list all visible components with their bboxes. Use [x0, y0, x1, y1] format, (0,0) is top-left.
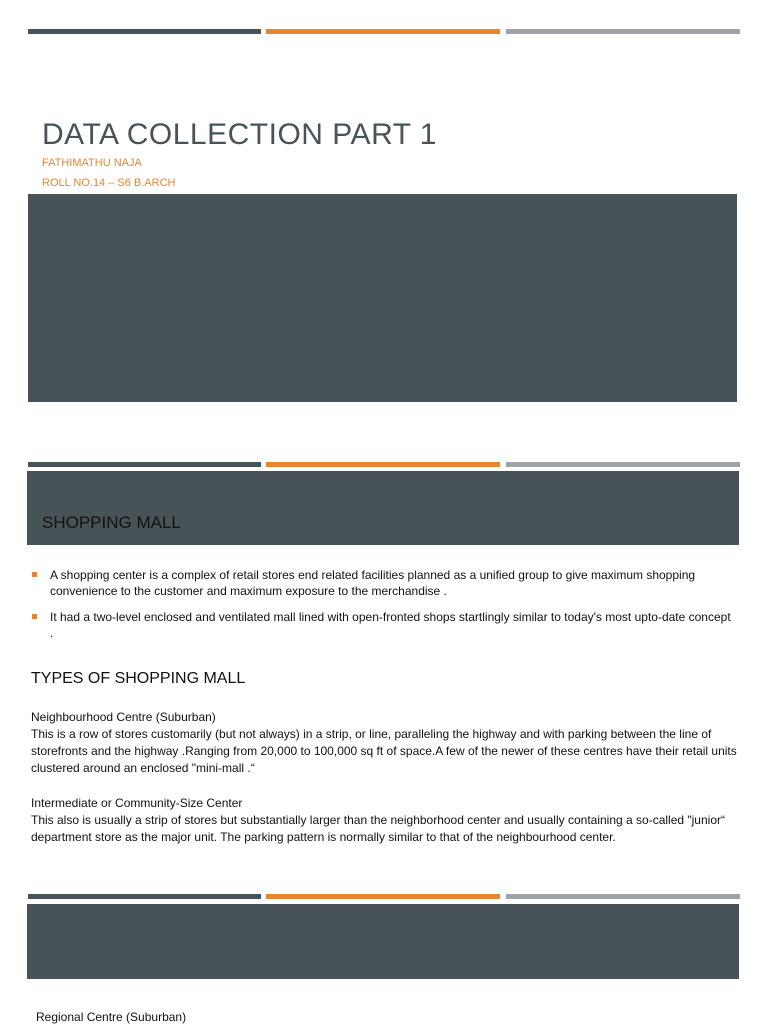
slide1-accent-bars	[28, 29, 740, 34]
block-text: This is a row of stores customarily (but not always) in a strip, or line, paralleling the highway and with parking between the line of storefronts and the highway .Ranging from 20,000 to 100,000 sq ft of space.A few of the newer of these centres have their retail units clustered around an enclosed "mini-mall .“	[31, 727, 737, 775]
dark-bar	[28, 894, 261, 899]
grey-bar	[506, 894, 740, 899]
title-image-panel	[28, 194, 737, 402]
section-title: SHOPPING MALL	[42, 513, 181, 532]
list-item	[32, 567, 737, 599]
slide3-accent-bars	[28, 894, 740, 899]
block-text: This also is usually a strip of stores but substantially larger than the neighborhood center and usually containing a so-called "junior“ department store as the major unit. The parking pattern is normally similar to that of the neighbourhood center.	[31, 813, 725, 844]
dark-bar	[28, 29, 261, 34]
bullet-text: It had a two-level enclosed and ventilated mall lined with open-fronted shops startlingly similar to today's most upto-date concept .	[50, 610, 731, 640]
grey-bar	[506, 29, 740, 34]
intermediate-center-block	[31, 795, 759, 846]
author-name: FATHIMATHU NAJA	[42, 157, 142, 169]
types-heading: TYPES OF SHOPPING MALL	[31, 670, 246, 687]
grey-bar	[506, 462, 740, 467]
slide-title: DATA COLLECTION PART 1	[42, 118, 437, 151]
regional-centre-heading: Regional Centre (Suburban)	[36, 1010, 187, 1024]
orange-bar	[266, 29, 500, 34]
section-header-panel	[27, 471, 739, 545]
list-item	[32, 609, 737, 641]
bullet-list	[32, 567, 737, 651]
dark-bar	[28, 462, 261, 467]
block-heading: Intermediate or Community-Size Center	[31, 796, 243, 810]
orange-bar	[266, 894, 500, 899]
bullet-square-icon	[32, 572, 37, 577]
block-heading: Neighbourhood Centre (Suburban)	[31, 710, 216, 724]
orange-bar	[266, 462, 500, 467]
section-header-panel	[27, 904, 739, 979]
neighbourhood-centre-block	[31, 709, 759, 777]
bullet-text: A shopping center is a complex of retail stores end related facilities planned as a unified group to give maximum shopping convenience to the customer and maximum exposure to the merchandise .	[50, 568, 696, 598]
bullet-square-icon	[32, 614, 37, 619]
slide2-accent-bars	[28, 462, 740, 467]
roll-number: ROLL NO.14 – S6 B.ARCH	[42, 177, 176, 189]
